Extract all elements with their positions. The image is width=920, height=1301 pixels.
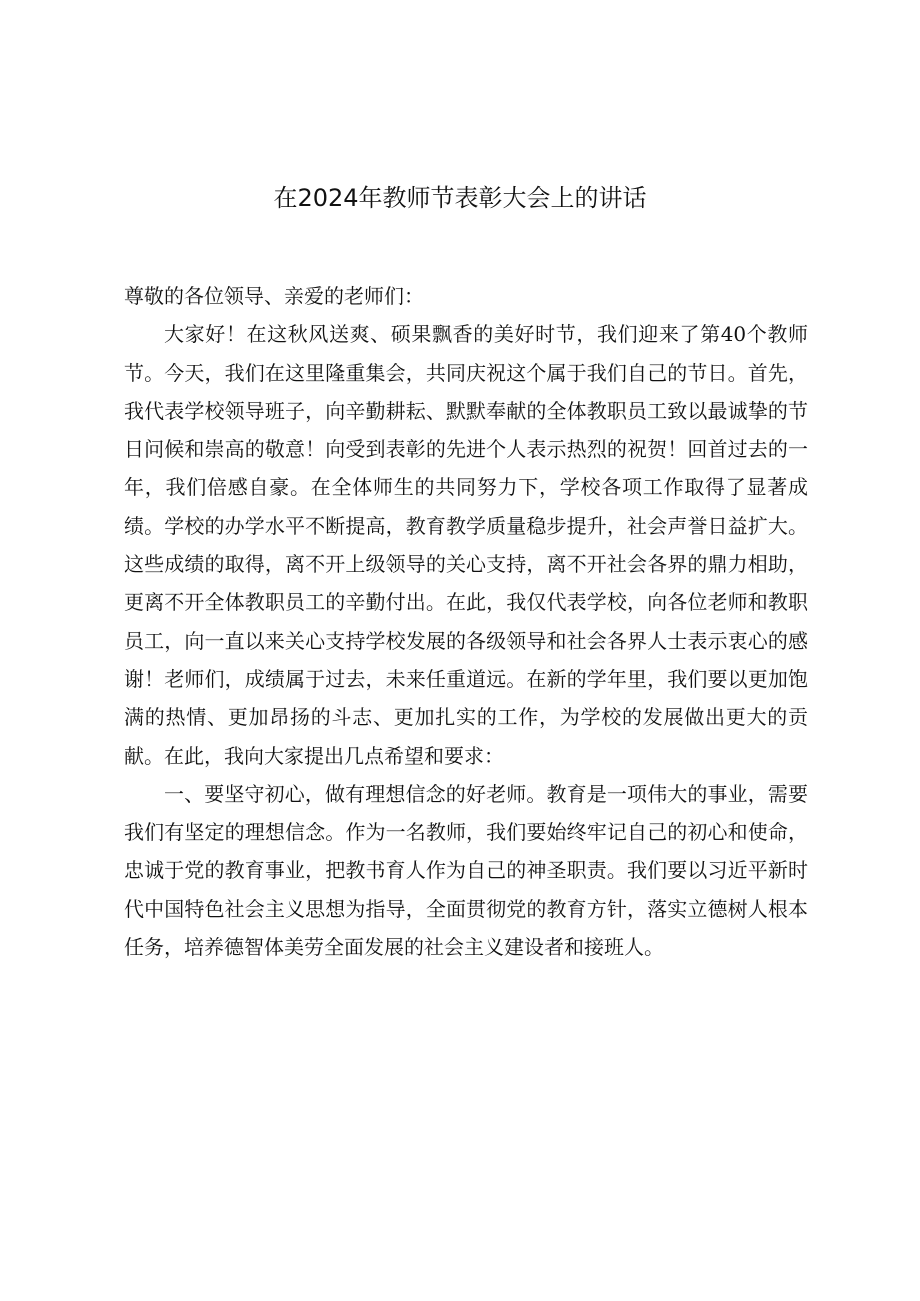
document-title: 在2024年教师节表彰大会上的讲话 (273, 184, 647, 212)
paragraph-opening: 大家好！在这秋风送爽、硕果飘香的美好时节，我们迎来了第40个教师节。今天，我们在这里隆重集会，共同庆祝这个属于我们自己的节日。首先，我代表学校领导班子，向辛勤耕耘、默默奉献的全体教职员工致以最诚挚的节日问候和崇高的敬意！向受到表彰的先进个人表示热烈的祝贺！回首过去的一年，我们倍感自豪。在全体师生的共同努力下，学校各项工作取得了显著成绩。学校的办学水平不断提高，教育教学质量稳步提升，社会声誉日益扩大。这些成绩的取得，离不开上级领导的关心支持，离不开社会各界的鼎力相助，更离不开全体教职员工的辛勤付出。在此，我仅代表学校，向各位老师和教职员工，向一直以来关心支持学校发展的各级领导和社会各界人士表示衷心的感谢！老师们，成绩属于过去，未来任重道远。在新的学年里，我们要以更加饱满的热情、更加昂扬的斗志、更加扎实的工作，为学校的发展做出更大的贡献。在此，我向大家提出几点希望和要求： (124, 322, 808, 768)
paragraph-point-one: 一、要坚守初心，做有理想信念的好老师。教育是一项伟大的事业，需要我们有坚定的理想信念。作为一名教师，我们要始终牢记自己的初心和使命，忠诚于党的教育事业，把教书育人作为自己的神圣职责。我们要以习近平新时代中国特色社会主义思想为指导，全面贯彻党的教育方针，落实立德树人根本任务，培养德智体美劳全面发展的社会主义建设者和接班人。 (124, 781, 808, 960)
document-body (124, 277, 808, 966)
salutation: 尊敬的各位领导、亲爱的老师们： (124, 284, 424, 308)
